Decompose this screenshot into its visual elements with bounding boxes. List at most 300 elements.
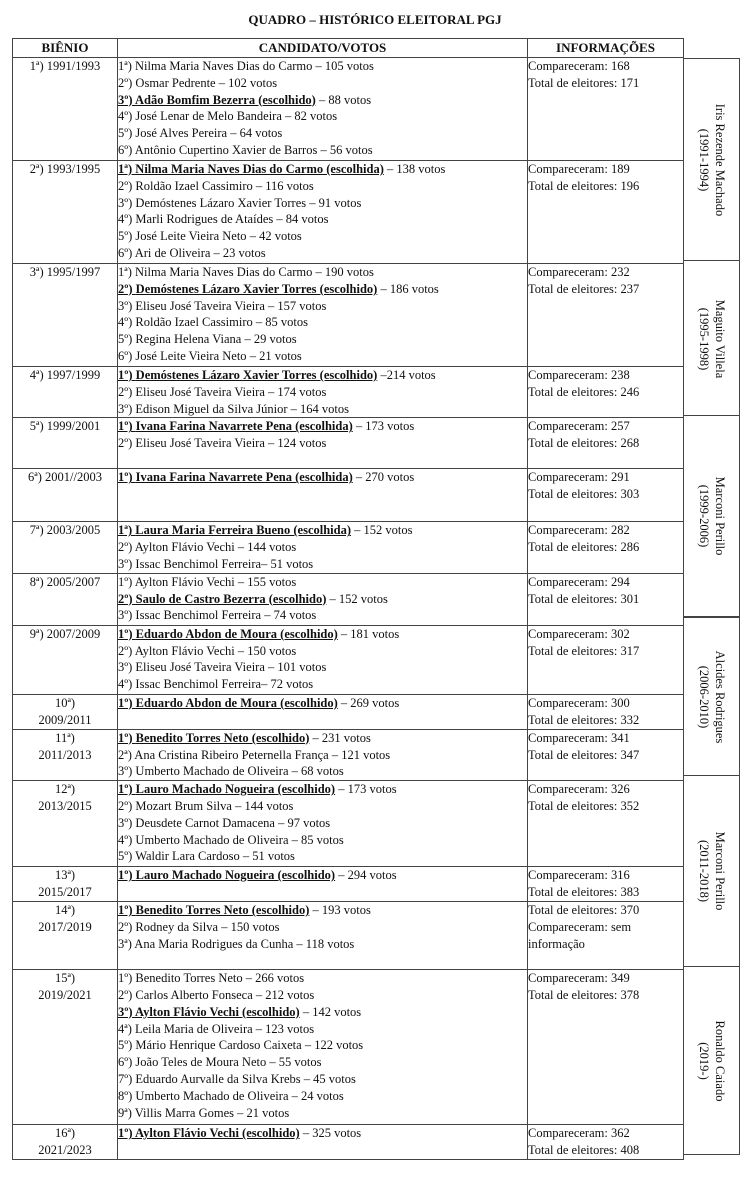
candidate-rank: 6º) xyxy=(118,348,136,363)
bienio-label: 12ª) xyxy=(54,782,76,797)
candidate-rank: 1º) xyxy=(118,695,136,710)
bienio-cell xyxy=(13,161,118,264)
candidate-rank: 5º) xyxy=(118,1038,136,1053)
table-row xyxy=(13,970,684,1125)
candidate-votes: – 85 votos xyxy=(288,832,344,847)
candidate-votes: – 102 votos xyxy=(215,75,278,90)
candidate-line xyxy=(118,264,527,281)
candidate-line xyxy=(118,919,527,936)
info-cell xyxy=(528,367,684,418)
governor-label xyxy=(696,832,728,911)
info-line: Total de eleitores: 378 xyxy=(528,987,640,1002)
candidate-votes: – 91 votos xyxy=(306,195,362,210)
candidate-rank: 3º) xyxy=(118,401,136,416)
election-history-table xyxy=(12,38,684,1160)
bienio-label: 2021/2023 xyxy=(38,1142,92,1157)
elected-candidate-name: Eduardo Abdon de Moura (escolhido) xyxy=(135,695,338,710)
candidate-line xyxy=(118,384,527,401)
candidate-line xyxy=(118,591,527,608)
candidate-name: Villis Marra Gomes xyxy=(134,1105,234,1120)
candidate-rank: 5º) xyxy=(118,332,136,347)
info-line: Total de eleitores: 383 xyxy=(528,884,640,899)
candidate-rank: 3º) xyxy=(118,764,136,779)
candidate-votes: – 266 votos xyxy=(242,971,305,986)
candidate-votes: – 193 votos xyxy=(309,903,371,918)
bienio-cell xyxy=(13,781,118,867)
candidate-name: Issac Benchimol Ferreira xyxy=(135,556,262,571)
elected-candidate-name: Nilma Maria Naves Dias do Carmo (escolhida) xyxy=(135,162,384,176)
candidate-line xyxy=(118,92,527,109)
candidate-rank: 2º) xyxy=(118,987,136,1002)
candidate-line xyxy=(118,574,527,591)
candidate-votes: – 88 votos xyxy=(315,92,372,107)
info-line: Total de eleitores: 246 xyxy=(528,384,640,399)
candidate-rank: 1º) xyxy=(118,574,135,589)
candidates-cell xyxy=(118,367,528,418)
elected-candidate-name: Lauro Machado Nogueira (escolhido) xyxy=(135,868,336,883)
governor-name: Marconi Perillo xyxy=(712,476,727,556)
candidate-line xyxy=(118,539,527,556)
candidate-votes: – 150 votos xyxy=(218,919,280,934)
candidate-rank: 2º) xyxy=(118,591,136,606)
candidate-name: José Lenar de Melo Bandeira xyxy=(135,109,282,124)
candidate-name: Waldir Lara Cardoso xyxy=(135,849,240,864)
bienio-label: 2013/2015 xyxy=(38,798,92,813)
header-bienio: BIÊNIO xyxy=(13,39,118,58)
info-line: Compareceram: sem xyxy=(528,919,632,934)
candidate-line xyxy=(118,1021,527,1038)
bienio-cell xyxy=(13,418,118,469)
candidate-votes: – 186 votos xyxy=(377,281,439,296)
candidate-rank: 2º) xyxy=(118,178,136,193)
candidate-rank: 5º) xyxy=(118,849,136,864)
candidate-votes: – 174 votos xyxy=(264,384,327,399)
bienio-label: 2017/2019 xyxy=(38,919,92,934)
candidate-rank: 2º) xyxy=(118,436,136,451)
bienio-label: 6ª) 2001//2003 xyxy=(28,470,102,485)
candidate-line xyxy=(118,987,527,1004)
candidate-rank: 1ª) xyxy=(118,265,135,279)
bienio-cell xyxy=(13,58,118,161)
table-row xyxy=(13,264,684,367)
bienio-cell xyxy=(13,264,118,367)
candidate-line xyxy=(118,867,527,884)
candidate-line xyxy=(118,848,527,865)
candidate-line xyxy=(118,75,527,92)
bienio-label: 1ª) 1991/1993 xyxy=(29,59,101,73)
elected-candidate-name: Benedito Torres Neto (escolhido) xyxy=(135,903,310,918)
candidate-line xyxy=(118,125,527,142)
bienio-cell xyxy=(13,1125,118,1160)
candidate-rank: 3ª) xyxy=(118,936,135,951)
info-cell xyxy=(528,694,684,729)
candidate-name: Eliseu José Taveira Vieira xyxy=(135,436,265,451)
candidate-votes: – 51 votos xyxy=(261,556,314,571)
candidate-line xyxy=(118,832,527,849)
candidate-rank: 1º) xyxy=(118,730,136,745)
bienio-label: 2ª) 1993/1995 xyxy=(29,162,101,176)
candidate-line xyxy=(118,1071,527,1088)
candidate-line xyxy=(118,1054,527,1071)
governor-panel xyxy=(683,617,740,777)
bienio-label: 2015/2017 xyxy=(38,884,92,899)
candidate-line xyxy=(118,747,527,764)
candidate-votes: – 142 votos xyxy=(299,1004,362,1019)
info-line: Compareceram: 302 xyxy=(528,626,630,641)
governor-term: (2011-2018) xyxy=(696,839,711,903)
candidate-votes: – 269 votos xyxy=(337,695,400,710)
candidate-name: Benedito Torres Neto xyxy=(135,971,243,986)
info-cell xyxy=(528,264,684,367)
bienio-label: 3ª) 1995/1997 xyxy=(29,265,101,279)
candidate-votes: – 144 votos xyxy=(234,540,297,555)
candidate-line xyxy=(118,1037,527,1054)
governor-label xyxy=(696,104,728,216)
governor-label xyxy=(696,299,728,378)
candidate-line xyxy=(118,1105,527,1122)
bienio-cell xyxy=(13,367,118,418)
candidate-rank: 4º) xyxy=(118,212,136,227)
table-row xyxy=(13,367,684,418)
candidate-votes: – 157 votos xyxy=(264,298,327,313)
candidate-rank: 2º) xyxy=(118,643,135,658)
candidate-votes: – 29 votos xyxy=(241,332,297,347)
candidate-name: Deusdete Carnot Damacena xyxy=(135,815,275,830)
candidate-rank: 2º) xyxy=(118,798,136,813)
candidate-name: Regina Helena Viana xyxy=(135,332,242,347)
candidate-rank: 1º) xyxy=(118,368,136,382)
candidate-rank: 6º) xyxy=(118,1055,136,1070)
info-line: Total de eleitores: 408 xyxy=(528,1142,640,1157)
candidate-rank: 4ª) xyxy=(118,1021,135,1036)
info-line: Total de eleitores: 332 xyxy=(528,712,640,727)
candidate-votes: – 105 votos xyxy=(312,59,374,73)
info-cell xyxy=(528,58,684,161)
info-line: Total de eleitores: 347 xyxy=(528,747,640,762)
candidate-rank: 2º) xyxy=(118,540,135,555)
candidate-name: José Leite Vieira Neto xyxy=(135,229,247,244)
governor-panel xyxy=(683,966,740,1155)
candidate-rank: 6º) xyxy=(118,245,135,260)
candidate-line xyxy=(118,676,527,693)
candidate-line xyxy=(118,798,527,815)
candidate-rank: 5º) xyxy=(118,229,136,244)
candidate-rank: 3º) xyxy=(118,298,136,313)
info-line: Compareceram: 189 xyxy=(528,162,630,176)
candidate-name: Mário Henrique Cardoso Caixeta xyxy=(135,1038,302,1053)
bienio-label: 2009/2011 xyxy=(38,712,92,727)
candidate-votes: – 82 votos xyxy=(281,109,338,124)
info-line: Compareceram: 326 xyxy=(528,782,630,797)
candidate-name: Aylton Flávio Vechi xyxy=(134,643,235,658)
info-line: Compareceram: 362 xyxy=(528,1126,630,1141)
candidate-votes: – 181 votos xyxy=(337,626,400,641)
info-cell xyxy=(528,573,684,625)
bienio-label: 7ª) 2003/2005 xyxy=(29,523,101,538)
candidates-cell xyxy=(118,469,528,522)
candidate-votes: – 152 votos xyxy=(326,591,388,606)
elected-candidate-name: Benedito Torres Neto (escolhido) xyxy=(135,730,310,745)
candidate-votes: – 138 votos xyxy=(383,162,446,176)
info-line: informação xyxy=(528,936,585,951)
candidate-votes: – 84 votos xyxy=(273,212,329,227)
candidate-line xyxy=(118,1004,527,1021)
info-line: Total de eleitores: 301 xyxy=(528,591,640,606)
info-line: Compareceram: 341 xyxy=(528,730,630,745)
candidate-line xyxy=(118,331,527,348)
governor-panel xyxy=(683,58,740,262)
info-line: Compareceram: 238 xyxy=(528,368,630,382)
candidate-name: Marli Rodrigues de Ataídes xyxy=(135,212,274,227)
candidate-rank: 7º) xyxy=(118,1071,136,1086)
table-row xyxy=(13,694,684,729)
candidate-votes: – 55 votos xyxy=(266,1055,322,1070)
candidates-cell xyxy=(118,1125,528,1160)
candidate-line xyxy=(118,695,527,712)
candidates-cell xyxy=(118,781,528,867)
candidate-votes: – 121 votos xyxy=(328,747,391,762)
info-line: Compareceram: 300 xyxy=(528,695,630,710)
candidate-name: Eduardo Aurvalle da Silva Krebs xyxy=(135,1071,301,1086)
candidate-line xyxy=(118,161,527,178)
bienio-label: 15ª) xyxy=(54,971,76,986)
info-line: Total de eleitores: 370 xyxy=(528,903,640,918)
candidate-name: Aylton Flávio Vechi xyxy=(134,574,235,589)
bienio-label: 4ª) 1997/1999 xyxy=(29,368,101,382)
bienio-label: 10ª) xyxy=(54,695,76,710)
candidate-votes: – 24 votos xyxy=(288,1088,344,1103)
table-header-row xyxy=(13,39,684,58)
candidate-line xyxy=(118,469,527,486)
candidate-name: Edison Miguel da Silva Júnior xyxy=(135,401,288,416)
candidate-rank: 2º) xyxy=(118,919,136,934)
candidate-name: Demóstenes Lázaro Xavier Torres xyxy=(135,195,307,210)
candidate-votes: – 152 votos xyxy=(351,523,413,538)
governor-label xyxy=(696,1020,728,1101)
candidate-line xyxy=(118,195,527,212)
table-row xyxy=(13,161,684,264)
candidate-name: Rodney da Silva xyxy=(135,919,219,934)
bienio-label: 5ª) 1999/2001 xyxy=(29,419,101,434)
bienio-cell xyxy=(13,970,118,1125)
candidate-name: Umberto Machado de Oliveira xyxy=(135,832,289,847)
candidates-cell xyxy=(118,573,528,625)
bienio-label: 2011/2013 xyxy=(38,747,92,762)
candidate-votes: – 68 votos xyxy=(288,764,344,779)
candidate-name: Ana Cristina Ribeiro Peternella França xyxy=(134,747,329,762)
candidate-rank: 2º) xyxy=(118,281,136,296)
candidate-name: Aylton Flávio Vechi xyxy=(134,540,235,555)
governor-name: Marconi Perillo xyxy=(712,831,727,911)
candidate-votes: – 190 votos xyxy=(312,265,374,279)
candidate-line xyxy=(118,245,527,262)
candidate-votes: – 231 votos xyxy=(309,730,371,745)
candidate-rank: 1º) xyxy=(118,419,136,434)
info-cell xyxy=(528,970,684,1125)
governor-name: Alcides Rodrigues xyxy=(712,650,727,744)
candidate-votes: – 85 votos xyxy=(252,315,308,330)
bienio-label: 9ª) 2007/2009 xyxy=(29,626,101,641)
candidate-line xyxy=(118,108,527,125)
candidate-name: Ana Maria Rodrigues da Cunha xyxy=(134,936,294,951)
elected-candidate-name: Laura Maria Ferreira Bueno (escolhida) xyxy=(135,523,352,538)
governor-label xyxy=(696,477,728,556)
table-row xyxy=(13,469,684,522)
bienio-cell xyxy=(13,867,118,902)
candidate-line xyxy=(118,1088,527,1105)
candidates-cell xyxy=(118,729,528,780)
info-line: Total de eleitores: 196 xyxy=(528,178,640,193)
candidate-name: Nilma Maria Naves Dias do Carmo xyxy=(135,265,313,279)
governor-panel xyxy=(683,260,740,417)
table-row xyxy=(13,418,684,469)
candidate-line xyxy=(118,815,527,832)
governor-term: (2019-) xyxy=(696,1041,711,1080)
candidates-cell xyxy=(118,970,528,1125)
table-row xyxy=(13,867,684,902)
elected-candidate-name: Aylton Flávio Vechi (escolhido) xyxy=(134,1004,300,1019)
candidate-votes: – 164 votos xyxy=(287,401,349,416)
bienio-cell xyxy=(13,469,118,522)
candidate-rank: 3º) xyxy=(118,815,136,830)
bienio-label: 2019/2021 xyxy=(38,987,92,1002)
candidate-votes: – 270 votos xyxy=(352,470,415,485)
candidate-rank: 1ª) xyxy=(118,59,135,73)
info-line: Total de eleitores: 303 xyxy=(528,487,640,502)
candidate-rank: 1º) xyxy=(118,470,136,485)
info-line: Compareceram: 257 xyxy=(528,419,630,434)
bienio-label: 8ª) 2005/2007 xyxy=(29,574,101,589)
candidate-rank: 3º) xyxy=(118,556,136,571)
candidate-line xyxy=(118,211,527,228)
candidate-votes: – 173 votos xyxy=(335,782,397,797)
candidate-name: Leila Maria de Oliveira xyxy=(135,1021,253,1036)
candidate-votes: – 212 votos xyxy=(252,987,315,1002)
bienio-cell xyxy=(13,625,118,694)
candidate-rank: 3º) xyxy=(118,608,136,623)
candidate-votes: – 23 votos xyxy=(210,245,266,260)
candidate-line xyxy=(118,228,527,245)
governor-name: Ronaldo Caiado xyxy=(712,1020,727,1101)
table-row xyxy=(13,625,684,694)
bienio-cell xyxy=(13,573,118,625)
candidate-line xyxy=(118,298,527,315)
info-line: Total de eleitores: 317 xyxy=(528,643,640,658)
table-row xyxy=(13,902,684,970)
candidate-rank: 6º) xyxy=(118,142,135,157)
candidate-rank: 1º) xyxy=(118,903,136,918)
governor-term: (1991-1994) xyxy=(696,128,711,192)
candidate-line xyxy=(118,435,527,452)
info-line: Compareceram: 168 xyxy=(528,59,630,73)
bienio-cell xyxy=(13,729,118,780)
candidate-line xyxy=(118,418,527,435)
candidate-votes: – 122 votos xyxy=(301,1038,364,1053)
candidate-votes: – 124 votos xyxy=(264,436,327,451)
candidate-line xyxy=(118,607,527,624)
candidate-votes: – 155 votos xyxy=(234,574,297,589)
candidate-line xyxy=(118,142,527,159)
table-row xyxy=(13,522,684,573)
candidate-line xyxy=(118,58,527,75)
candidate-name: José Alves Pereira xyxy=(135,126,228,141)
candidates-cell xyxy=(118,902,528,970)
candidate-rank: 5º) xyxy=(118,126,136,141)
info-line: Total de eleitores: 352 xyxy=(528,798,640,813)
info-line: Compareceram: 349 xyxy=(528,971,630,986)
candidate-rank: 4º) xyxy=(118,315,136,330)
candidate-line xyxy=(118,314,527,331)
info-line: Compareceram: 291 xyxy=(528,470,630,485)
elected-candidate-name: Aylton Flávio Vechi (escolhido) xyxy=(134,1126,300,1141)
candidate-votes: – 294 votos xyxy=(335,868,397,883)
candidate-name: Issac Benchimol Ferreira xyxy=(135,677,262,692)
candidate-votes: – 150 votos xyxy=(234,643,297,658)
candidate-votes: – 42 votos xyxy=(246,229,302,244)
candidate-line xyxy=(118,730,527,747)
candidate-votes: – 74 votos xyxy=(261,608,317,623)
candidates-cell xyxy=(118,264,528,367)
candidate-rank: 2ª) xyxy=(118,747,135,762)
elected-candidate-name: Eduardo Abdon de Moura (escolhido) xyxy=(135,626,338,641)
bienio-label: 11ª) xyxy=(55,730,75,745)
governor-name: Iris Rezende Machado xyxy=(712,103,727,217)
candidate-rank: 8º) xyxy=(118,1088,136,1103)
info-line: Total de eleitores: 237 xyxy=(528,281,640,296)
info-cell xyxy=(528,1125,684,1160)
candidate-line xyxy=(118,348,527,365)
candidate-votes: – 64 votos xyxy=(227,126,283,141)
candidate-line xyxy=(118,659,527,676)
table-row xyxy=(13,573,684,625)
bienio-cell xyxy=(13,694,118,729)
candidate-line xyxy=(118,522,527,539)
candidate-line xyxy=(118,936,527,953)
candidates-cell xyxy=(118,418,528,469)
candidates-cell xyxy=(118,522,528,573)
table-row xyxy=(13,729,684,780)
candidate-rank: 4º) xyxy=(118,677,136,692)
candidate-votes: –214 votos xyxy=(377,368,436,382)
info-line: Compareceram: 232 xyxy=(528,265,630,279)
candidate-line xyxy=(118,970,527,987)
candidate-line xyxy=(118,626,527,643)
candidate-votes: – 72 votos xyxy=(261,677,314,692)
candidate-line xyxy=(118,178,527,195)
candidate-rank: 1º) xyxy=(118,868,136,883)
candidates-cell xyxy=(118,161,528,264)
table-row xyxy=(13,1125,684,1160)
bienio-label: 14ª) xyxy=(54,903,76,918)
candidate-rank: 9ª) xyxy=(118,1105,135,1120)
candidate-rank: 1ª) xyxy=(118,523,136,538)
governor-term: (1999-2006) xyxy=(696,484,711,548)
candidate-rank: 3º) xyxy=(118,195,136,210)
info-cell xyxy=(528,867,684,902)
elected-candidate-name: Lauro Machado Nogueira (escolhido) xyxy=(135,782,336,797)
info-line: Total de eleitores: 268 xyxy=(528,436,640,451)
info-line: Total de eleitores: 171 xyxy=(528,75,640,90)
candidate-votes: – 325 votos xyxy=(299,1126,362,1141)
header-candidatos: CANDIDATO/VOTOS xyxy=(118,39,528,58)
candidate-rank: 3º) xyxy=(118,92,135,107)
candidate-name: Eliseu José Taveira Vieira xyxy=(135,660,265,675)
elected-candidate-name: Saulo de Castro Bezerra (escolhido) xyxy=(135,591,327,606)
candidate-name: Eliseu José Taveira Vieira xyxy=(135,298,265,313)
candidate-name: Mozart Brum Silva xyxy=(135,798,232,813)
candidate-name: José Leite Vieira Neto xyxy=(135,348,247,363)
candidate-line xyxy=(118,763,527,780)
